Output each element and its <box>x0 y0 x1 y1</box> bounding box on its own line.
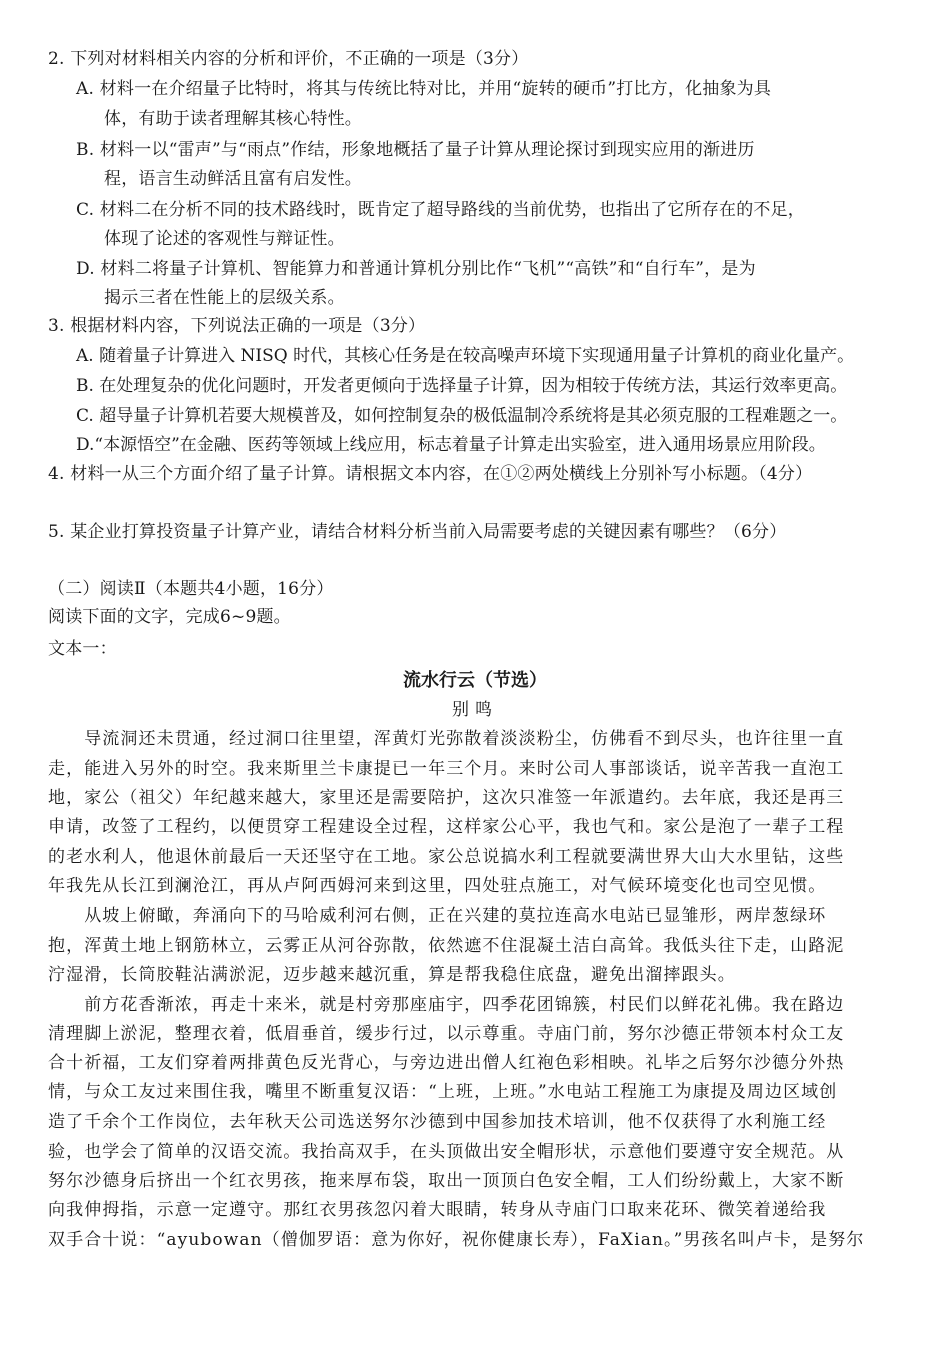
question-2-option-a-cont: 体，有助于读者理解其核心特性。 <box>104 109 362 129</box>
article-line: 向我伸拇指，示意一定遵守。那红衣男孩忽闪着大眼睛，转身从寺庙门口取来花环、微笑着递给我 <box>48 1200 827 1220</box>
article-author: 别鸣 <box>452 700 498 720</box>
article-line: 前方花香渐浓，再走十来米，就是村旁那座庙宇，四季花团锦簇，村民们以鲜花礼佛。我在路边 <box>48 995 845 1015</box>
article-line: 抱，浑黄土地上钢筋林立，云雾正从河谷弥散，依然遮不住混凝土洁白高耸。我低头往下走，山路泥 <box>48 936 845 956</box>
question-3-option-a: A. 随着量子计算进入 NISQ 时代，其核心任务是在较高噪声环境下实现通用量子计算机的商业化量产。 <box>76 346 855 366</box>
article-line: 导流洞还未贯通，经过洞口往里望，浑黄灯光弥散着淡淡粉尘，仿佛看不到尽头，也许往里一直 <box>48 729 845 749</box>
question-2-option-c-cont: 体现了论述的客观性与辩证性。 <box>104 229 345 249</box>
article-title: 流水行云（节选） <box>403 670 547 691</box>
question-4: 4. 材料一从三个方面介绍了量子计算。请根据文本内容，在①②两处横线上分别补写小标题。（4分） <box>48 464 813 484</box>
question-2-option-b-cont: 程，语言生动鲜活且富有启发性。 <box>104 169 362 189</box>
question-3-option-c: C. 超导量子计算机若要大规模普及，如何控制复杂的极低温制冷系统将是其必须克服的工程难题之一。 <box>76 406 848 426</box>
question-2-option-b: B. 材料一以“雷声”与“雨点”作结，形象地概括了量子计算从理论探讨到现实应用的渐进历 <box>76 140 755 160</box>
text-label: 文本一： <box>48 639 117 659</box>
article-line: 验，也学会了简单的汉语交流。我抬高双手，在头顶做出安全帽形状，示意他们要遵守安全规范。从 <box>48 1142 845 1162</box>
article-line: 清理脚上淤泥，整理衣着，低眉垂首，缓步行过，以示尊重。寺庙门前，努尔沙德正带领本村众工友 <box>48 1024 845 1044</box>
article-line: 合十祈福，工友们穿着两排黄色反光背心，与旁边进出僧人红袍色彩相映。礼毕之后努尔沙德分外热 <box>48 1053 845 1073</box>
question-2-option-d: D. 材料二将量子计算机、智能算力和普通计算机分别比作“飞机”“高铁”和“自行车”，是为 <box>76 259 756 279</box>
question-5: 5. 某企业打算投资量子计算产业，请结合材料分析当前入局需要考虑的关键因素有哪些？（6分） <box>48 522 787 542</box>
question-3-stem: 3. 根据材料内容，下列说法正确的一项是（3分） <box>48 316 426 336</box>
question-2-stem: 2. 下列对材料相关内容的分析和评价，不正确的一项是（3分） <box>48 49 529 69</box>
article-line: 情，与众工友过来围住我，嘴里不断重复汉语：“上班，上班。”水电站工程施工为康提及周边区域创 <box>48 1082 838 1102</box>
article-line: 泞湿滑，长筒胶鞋沾满淤泥，迈步越来越沉重，算是帮我稳住底盘，避免出溜摔跟头。 <box>48 965 736 985</box>
article-line: 走，能进入另外的时空。我来斯里兰卡康提已一年三个月。来时公司人事部谈话，说辛苦我一直泡工 <box>48 759 845 779</box>
section-instruction: 阅读下面的文字，完成6~9题。 <box>48 607 291 627</box>
article-line: 的老水利人，他退休前最后一天还坚守在工地。家公总说搞水利工程就要满世界大山大水里钻，这些 <box>48 847 845 867</box>
question-2-option-d-cont: 揭示三者在性能上的层级关系。 <box>104 288 345 308</box>
question-3-option-b: B. 在处理复杂的优化问题时，开发者更倾向于选择量子计算，因为相较于传统方法，其运行效率更高。 <box>76 376 848 396</box>
article-line: 申请，改签了工程约，以便贯穿工程建设全过程，这样家公心平，我也气和。家公是泡了一辈子工程 <box>48 817 845 837</box>
question-3-option-d: D.“本源悟空”在金融、医药等领域上线应用，标志着量子计算走出实验室，进入通用场景应用阶段。 <box>76 435 826 455</box>
article-line: 努尔沙德身后挤出一个红衣男孩，拖来厚布袋，取出一顶顶白色安全帽，工人们纷纷戴上，大家不断 <box>48 1171 845 1191</box>
article-line: 造了千余个工作岗位，去年秋天公司选送努尔沙德到中国参加技术培训，他不仅获得了水利施工经 <box>48 1112 827 1132</box>
section-header: （二）阅读Ⅱ（本题共4小题，16分） <box>48 579 334 599</box>
article-line: 从坡上俯瞰，奔涌向下的马哈威利河右侧，正在兴建的莫拉连高水电站已显雏形，两岸葱绿环 <box>48 906 827 926</box>
question-2-option-a: A. 材料一在介绍量子比特时，将其与传统比特对比，并用“旋转的硬币”打比方，化抽象为具 <box>76 79 772 99</box>
article-line: 年我先从长江到澜沧江，再从卢阿西姆河来到这里，四处驻点施工，对气候环境变化也司空见惯。 <box>48 876 827 896</box>
question-2-option-c: C. 材料二在分析不同的技术路线时，既肯定了超导路线的当前优势，也指出了它所存在的不足， <box>76 200 806 220</box>
article-line: 双手合十说：“ayubowan（僧伽罗语：意为你好，祝你健康长寿），FaXian。”男孩名叫卢卡，是努尔 <box>48 1230 865 1250</box>
article-line: 地，家公（祖父）年纪越来越大，家里还是需要陪护，这次只准签一年派遣约。去年底，我还是再三 <box>48 788 845 808</box>
